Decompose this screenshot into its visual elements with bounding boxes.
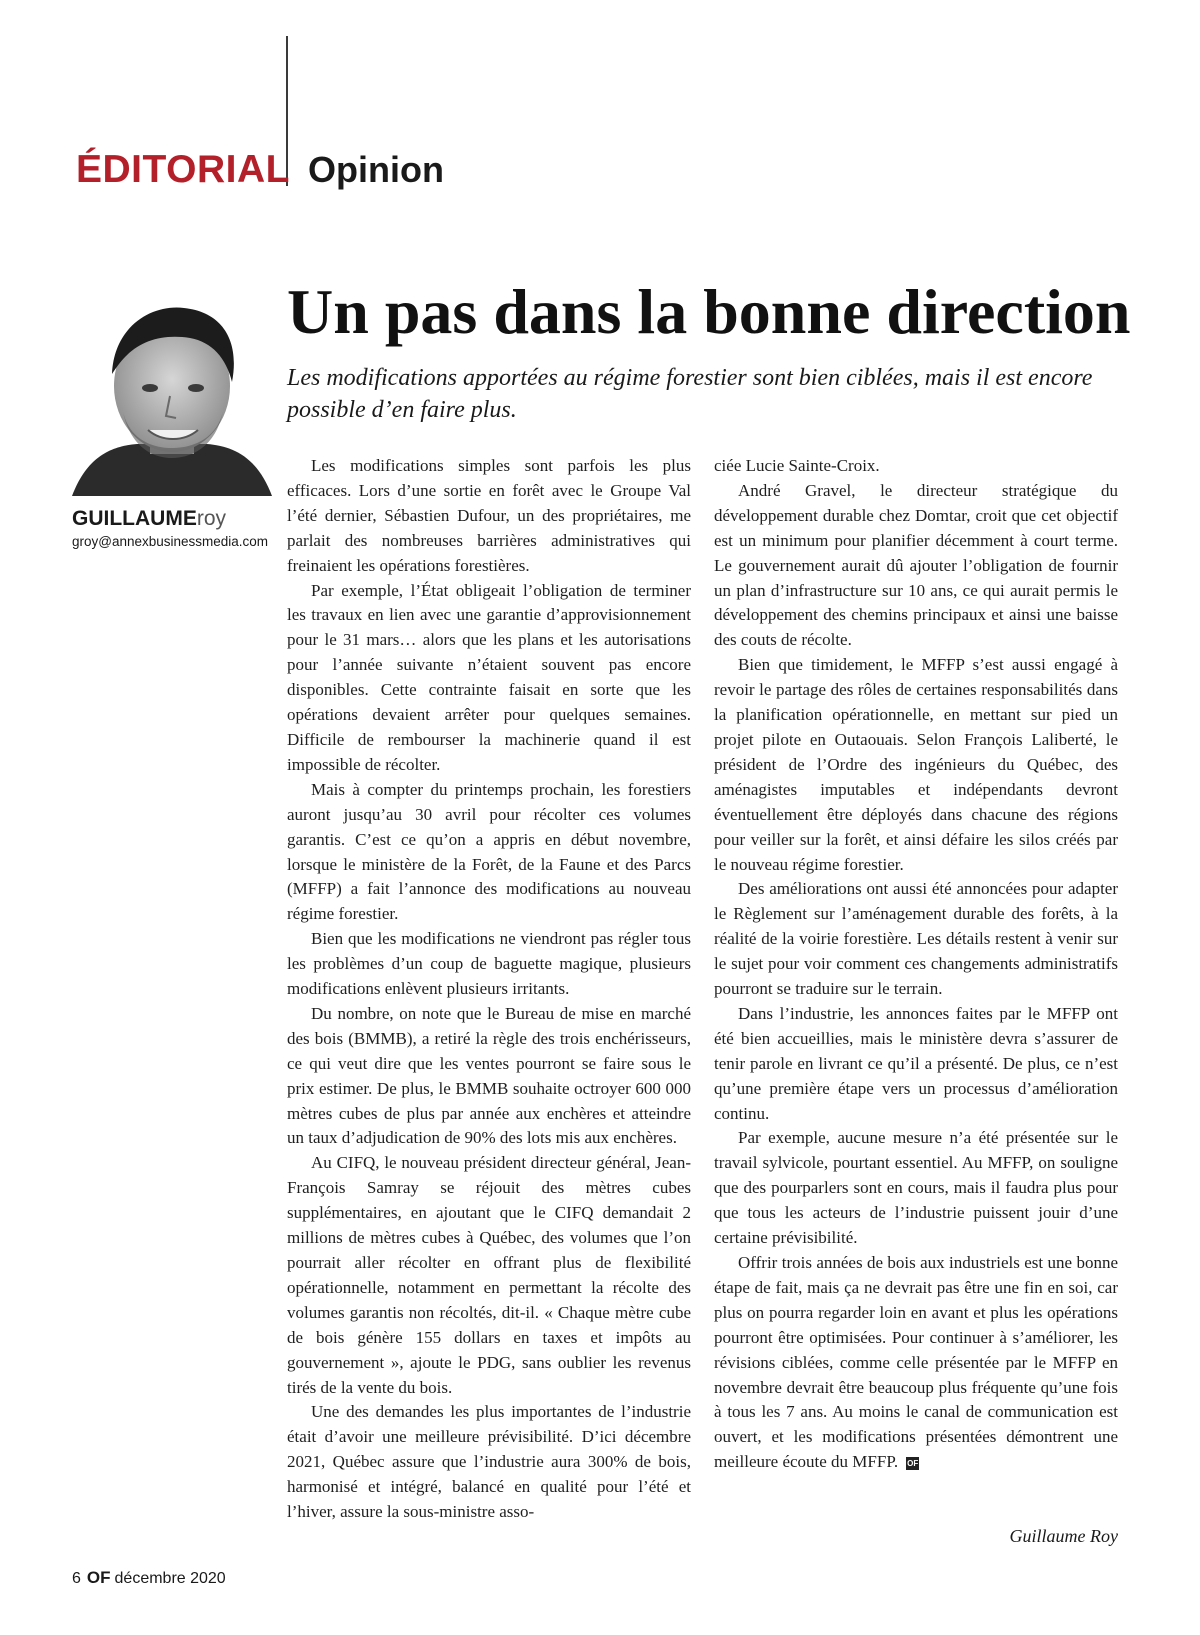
author-email[interactable]: groy@annexbusinessmedia.com (72, 534, 269, 549)
paragraph: Bien que timidement, le MFFP s’est aussi engagé à revoir le partage des rôles de certaines responsabilités dans la planification opérationnelle, en mettant sur pied un projet pilote en Outaouais. Selon François Laliberté, le président de l’Ordre des ingénieurs du Québec, des aménagistes imputables et indépendants devront éventuellement être déployés dans chacune des régions pour veiller sur la forêt, et ainsi défaire les silos créés par le nouveau régime forestier. (714, 655, 1118, 874)
author-name (72, 506, 226, 532)
paragraph: Bien que les modifications ne viendront pas régler tous les problèmes d’un coup de baguette magique, plusieurs modifications enlèvent plusieurs irritants. (287, 929, 691, 999)
magazine-name: OF (86, 1568, 111, 1587)
paragraph: Au CIFQ, le nouveau président directeur général, Jean-François Samray se réjouit des mètres cubes supplémentaires, en ajoutant que le CIFQ demandait 2 millions de mètres cubes à Québec, des volumes que l’on pourrait aller récolter en offrant plus de flexibilité opérationnelle, notamment en permettant la récolte des volumes garantis non récoltés, dit-il. « Chaque mètre cube de bois génère 155 dollars en taxes et impôts au gouvernement », ajoute le PDG, sans oublier les revenus tirés de la vente du bois. (287, 1153, 691, 1397)
paragraph-last (714, 1251, 1118, 1475)
paragraph-continuation: ciée Lucie Sainte-Croix. (714, 456, 880, 475)
article-column-left (287, 454, 691, 1525)
paragraph: Par exemple, aucune mesure n’a été présentée sur le travail sylvicole, pourtant essentiel. Au MFFP, on souligne que des pourparlers sont en cours, mais il faudra plus pour que tous les acteurs de l’industrie puissent jouir d’une certaine prévisibilité. (714, 1128, 1118, 1248)
paragraph: Mais à compter du printemps prochain, les forestiers auront jusqu’au 30 avril pour récolter ces volumes garantis. C’est ce qu’on a appris en début novembre, lorsque le ministère de la Forêt, de la Faune et des Parcs (MFFP) a fait l’annonce des modifications au nouveau régime forestier. (287, 779, 691, 924)
page-footer (72, 1567, 226, 1590)
paragraph: Une des demandes les plus importantes de l’industrie était d’avoir une meilleure prévisibilité. D’ici décembre 2021, Québec assure que l’industrie aura 300% de bois, harmonisé et intégré, balancé en qualité pour l’été et l’hiver, assure la sous-ministre asso- (287, 1402, 691, 1522)
author-portrait (72, 296, 272, 496)
paragraph-text: Offrir trois années de bois aux industriels est une bonne étape de fait, mais ça ne devrait pas être une fin en soi, car plus on pourra regarder loin en avant et plus les opérations pourront être optimisées. Pour continuer à s’améliorer, les révisions ciblées, comme celle présentée par le MFFP en novembre devrait être beaucoup plus fréquente qu’une fois à tous les 7 ans. Au moins le canal de communication est ouvert, et les modifications présentées démontrent une meilleure écoute du MFFP. (714, 1253, 1118, 1472)
paragraph: André Gravel, le directeur stratégique du développement durable chez Domtar, croit que cet objectif est un minimum pour planifier décemment à court terme. Le gouvernement aurait dû ajouter l’obligation de fournir un plan d’infrastructure sur 10 ans, ce qui aurait permis le développement des chemins principaux et ainsi une baisse des couts de récolte. (714, 480, 1118, 650)
paragraph: Du nombre, on note que le Bureau de mise en marché des bois (BMMB), a retiré la règle des trois enchérisseurs, ce qui veut dire que les ventes pourront se faire sous le prix estimer. De plus, le BMMB souhaite octroyer 600 000 mètres cubes de plus par année aux enchères et atteindre un taux d’adjudication de 90% des lots mis aux enchères. (287, 1003, 691, 1148)
issue-date: décembre 2020 (114, 1570, 226, 1587)
author-first-name: GUILLAUME (72, 507, 197, 530)
article-column-right (714, 454, 1118, 1475)
article-deck: Les modifications apportées au régime forestier sont bien ciblées, mais il est encore possible d’en faire plus. (287, 365, 1093, 423)
subsection-label: Opinion (308, 149, 444, 190)
section-label: ÉDITORIAL (76, 148, 290, 191)
end-mark-icon: OF (907, 1459, 919, 1469)
paragraph: Les modifications simples sont parfois les plus efficaces. Lors d’une sortie en forêt avec le Groupe Val l’été dernier, Sébastien Dufour, un des propriétaires, me parlait des nombreuses barrières administratives qui freinaient les opérations forestières. (287, 456, 691, 575)
article-signature: Guillaume Roy (1009, 1526, 1118, 1546)
paragraph: Par exemple, l’État obligeait l’obligation de terminer les travaux en lien avec une garantie d’approvisionnement pour le 31 mars… alors que les plans et les autorisations pour l’année suivante n’étaient souvent pas encore disponibles. Cette contrainte faisait en sorte que les opérations devaient arrêter pour quelques semaines. Difficile de rembourser la machinerie quand il est impossible de récolter. (287, 580, 691, 774)
paragraph: Dans l’industrie, les annonces faites par le MFFP ont été bien accueillies, mais le ministère devra s’assurer de tenir parole en livrant ce qu’il a présenté. De plus, ce n’est qu’une première étape vers un processus d’amélioration continu. (714, 1003, 1118, 1123)
author-last-name: roy (196, 507, 227, 530)
page-number: 6 (72, 1570, 81, 1587)
article-title: Un pas dans la bonne direction (287, 276, 1131, 347)
paragraph: Des améliorations ont aussi été annoncées pour adapter le Règlement sur l’aménagement durable des forêts, à la réalité de la voirie forestière. Les détails restent à venir sur le sujet pour voir comment ces changements administratifs pourront se traduire sur le terrain. (714, 879, 1118, 999)
